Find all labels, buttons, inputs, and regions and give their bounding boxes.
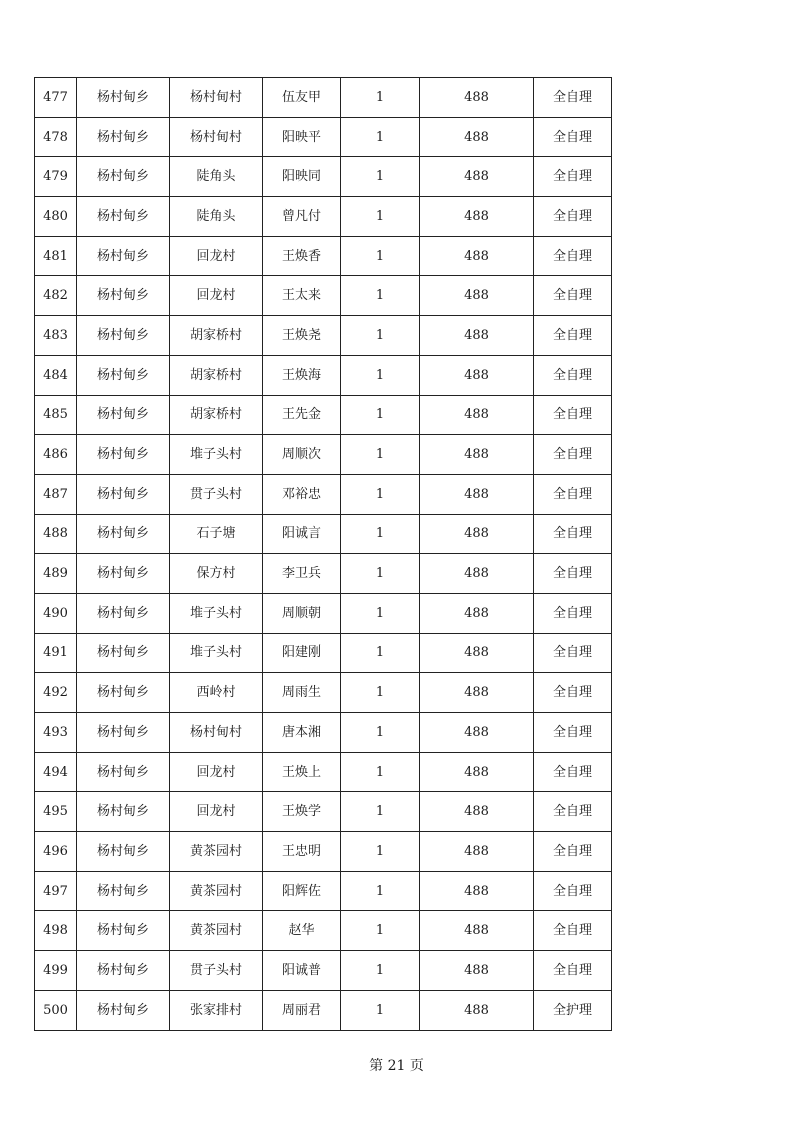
cell-care-type: 全自理: [534, 951, 612, 991]
cell-township: 杨村甸乡: [77, 236, 170, 276]
cell-person-name: 王焕尧: [263, 316, 341, 356]
table-row: [35, 236, 612, 276]
cell-person-name: 阳映同: [263, 157, 341, 197]
cell-care-type: 全自理: [534, 435, 612, 475]
table-row: [35, 157, 612, 197]
cell-care-type: 全自理: [534, 316, 612, 356]
table-row: [35, 673, 612, 713]
cell-township: 杨村甸乡: [77, 911, 170, 951]
cell-township: 杨村甸乡: [77, 593, 170, 633]
cell-township: 杨村甸乡: [77, 990, 170, 1030]
cell-person-name: 阳建刚: [263, 633, 341, 673]
cell-amount: 488: [420, 792, 534, 832]
cell-row-index: 481: [35, 236, 77, 276]
cell-care-type: 全护理: [534, 990, 612, 1030]
cell-care-type: 全自理: [534, 355, 612, 395]
cell-village: 杨村甸村: [170, 78, 263, 118]
cell-township: 杨村甸乡: [77, 752, 170, 792]
cell-person-name: 周顺次: [263, 435, 341, 475]
cell-care-type: 全自理: [534, 633, 612, 673]
cell-village: 石子塘: [170, 514, 263, 554]
cell-care-type: 全自理: [534, 78, 612, 118]
cell-person-name: 阳映平: [263, 117, 341, 157]
table-row: [35, 713, 612, 753]
cell-village: 胡家桥村: [170, 316, 263, 356]
cell-amount: 488: [420, 474, 534, 514]
cell-township: 杨村甸乡: [77, 117, 170, 157]
cell-person-name: 王焕海: [263, 355, 341, 395]
table-row: [35, 435, 612, 475]
cell-care-type: 全自理: [534, 276, 612, 316]
cell-amount: 488: [420, 633, 534, 673]
cell-township: 杨村甸乡: [77, 871, 170, 911]
cell-amount: 488: [420, 990, 534, 1030]
cell-row-index: 493: [35, 713, 77, 753]
page-number: 第 21 页: [369, 1058, 424, 1074]
cell-amount: 488: [420, 435, 534, 475]
cell-row-index: 484: [35, 355, 77, 395]
cell-count: 1: [341, 514, 420, 554]
cell-care-type: 全自理: [534, 713, 612, 753]
cell-care-type: 全自理: [534, 911, 612, 951]
cell-amount: 488: [420, 78, 534, 118]
cell-amount: 488: [420, 355, 534, 395]
cell-amount: 488: [420, 395, 534, 435]
cell-care-type: 全自理: [534, 474, 612, 514]
cell-township: 杨村甸乡: [77, 474, 170, 514]
cell-village: 堆子头村: [170, 593, 263, 633]
cell-amount: 488: [420, 117, 534, 157]
cell-count: 1: [341, 117, 420, 157]
table-row: [35, 792, 612, 832]
cell-village: 胡家桥村: [170, 395, 263, 435]
cell-township: 杨村甸乡: [77, 157, 170, 197]
cell-person-name: 赵华: [263, 911, 341, 951]
cell-count: 1: [341, 316, 420, 356]
cell-row-index: 478: [35, 117, 77, 157]
cell-person-name: 王焕香: [263, 236, 341, 276]
cell-township: 杨村甸乡: [77, 792, 170, 832]
cell-count: 1: [341, 395, 420, 435]
cell-village: 贯子头村: [170, 951, 263, 991]
cell-amount: 488: [420, 514, 534, 554]
table-row: [35, 276, 612, 316]
cell-row-index: 491: [35, 633, 77, 673]
cell-row-index: 479: [35, 157, 77, 197]
cell-amount: 488: [420, 316, 534, 356]
cell-row-index: 487: [35, 474, 77, 514]
table-row: [35, 951, 612, 991]
table-row: [35, 832, 612, 872]
cell-village: 回龙村: [170, 236, 263, 276]
cell-village: 贯子头村: [170, 474, 263, 514]
cell-care-type: 全自理: [534, 792, 612, 832]
cell-township: 杨村甸乡: [77, 633, 170, 673]
cell-village: 黄茶园村: [170, 871, 263, 911]
cell-count: 1: [341, 197, 420, 237]
cell-person-name: 阳辉佐: [263, 871, 341, 911]
cell-care-type: 全自理: [534, 554, 612, 594]
cell-row-index: 500: [35, 990, 77, 1030]
cell-count: 1: [341, 474, 420, 514]
cell-person-name: 王焕上: [263, 752, 341, 792]
cell-row-index: 483: [35, 316, 77, 356]
cell-care-type: 全自理: [534, 871, 612, 911]
table-row: [35, 554, 612, 594]
table-row: [35, 474, 612, 514]
cell-care-type: 全自理: [534, 197, 612, 237]
cell-care-type: 全自理: [534, 752, 612, 792]
cell-amount: 488: [420, 157, 534, 197]
cell-village: 堆子头村: [170, 435, 263, 475]
cell-township: 杨村甸乡: [77, 197, 170, 237]
cell-township: 杨村甸乡: [77, 316, 170, 356]
cell-amount: 488: [420, 673, 534, 713]
cell-count: 1: [341, 792, 420, 832]
cell-township: 杨村甸乡: [77, 713, 170, 753]
cell-village: 杨村甸村: [170, 117, 263, 157]
cell-row-index: 496: [35, 832, 77, 872]
cell-amount: 488: [420, 276, 534, 316]
cell-amount: 488: [420, 832, 534, 872]
cell-care-type: 全自理: [534, 514, 612, 554]
cell-count: 1: [341, 951, 420, 991]
cell-care-type: 全自理: [534, 832, 612, 872]
cell-count: 1: [341, 355, 420, 395]
table-body: [35, 78, 612, 1031]
cell-village: 堆子头村: [170, 633, 263, 673]
cell-count: 1: [341, 157, 420, 197]
table-row: [35, 355, 612, 395]
data-table: [34, 77, 612, 1031]
cell-township: 杨村甸乡: [77, 435, 170, 475]
cell-village: 陡角头: [170, 157, 263, 197]
cell-township: 杨村甸乡: [77, 951, 170, 991]
cell-village: 保方村: [170, 554, 263, 594]
cell-amount: 488: [420, 197, 534, 237]
cell-count: 1: [341, 990, 420, 1030]
cell-count: 1: [341, 832, 420, 872]
cell-township: 杨村甸乡: [77, 395, 170, 435]
table-row: [35, 78, 612, 118]
cell-amount: 488: [420, 713, 534, 753]
cell-care-type: 全自理: [534, 593, 612, 633]
cell-count: 1: [341, 633, 420, 673]
cell-row-index: 477: [35, 78, 77, 118]
cell-village: 杨村甸村: [170, 713, 263, 753]
cell-count: 1: [341, 236, 420, 276]
cell-person-name: 唐本湘: [263, 713, 341, 753]
cell-township: 杨村甸乡: [77, 554, 170, 594]
cell-amount: 488: [420, 554, 534, 594]
cell-person-name: 王忠明: [263, 832, 341, 872]
table-row: [35, 514, 612, 554]
cell-person-name: 阳诚言: [263, 514, 341, 554]
table-row: [35, 911, 612, 951]
cell-row-index: 486: [35, 435, 77, 475]
table-row: [35, 117, 612, 157]
cell-person-name: 伍友甲: [263, 78, 341, 118]
cell-count: 1: [341, 752, 420, 792]
cell-amount: 488: [420, 752, 534, 792]
cell-person-name: 王太来: [263, 276, 341, 316]
cell-count: 1: [341, 871, 420, 911]
cell-person-name: 周顺朝: [263, 593, 341, 633]
cell-amount: 488: [420, 911, 534, 951]
table-row: [35, 633, 612, 673]
cell-row-index: 485: [35, 395, 77, 435]
cell-township: 杨村甸乡: [77, 673, 170, 713]
cell-village: 陡角头: [170, 197, 263, 237]
cell-count: 1: [341, 713, 420, 753]
cell-person-name: 周丽君: [263, 990, 341, 1030]
cell-person-name: 周雨生: [263, 673, 341, 713]
table-row: [35, 395, 612, 435]
cell-township: 杨村甸乡: [77, 514, 170, 554]
cell-row-index: 498: [35, 911, 77, 951]
cell-village: 回龙村: [170, 792, 263, 832]
cell-person-name: 阳诚普: [263, 951, 341, 991]
cell-township: 杨村甸乡: [77, 78, 170, 118]
cell-village: 胡家桥村: [170, 355, 263, 395]
table-row: [35, 871, 612, 911]
cell-row-index: 488: [35, 514, 77, 554]
cell-township: 杨村甸乡: [77, 276, 170, 316]
cell-care-type: 全自理: [534, 157, 612, 197]
cell-person-name: 曾凡付: [263, 197, 341, 237]
cell-village: 回龙村: [170, 752, 263, 792]
cell-village: 黄茶园村: [170, 832, 263, 872]
cell-care-type: 全自理: [534, 117, 612, 157]
cell-row-index: 490: [35, 593, 77, 633]
cell-amount: 488: [420, 951, 534, 991]
cell-row-index: 495: [35, 792, 77, 832]
cell-village: 张家排村: [170, 990, 263, 1030]
table-row: [35, 197, 612, 237]
table-row: [35, 752, 612, 792]
cell-count: 1: [341, 593, 420, 633]
cell-row-index: 497: [35, 871, 77, 911]
cell-township: 杨村甸乡: [77, 355, 170, 395]
cell-amount: 488: [420, 236, 534, 276]
cell-amount: 488: [420, 593, 534, 633]
table-row: [35, 316, 612, 356]
cell-amount: 488: [420, 871, 534, 911]
cell-count: 1: [341, 435, 420, 475]
table-row: [35, 990, 612, 1030]
cell-village: 西岭村: [170, 673, 263, 713]
cell-row-index: 492: [35, 673, 77, 713]
cell-care-type: 全自理: [534, 673, 612, 713]
cell-person-name: 邓裕忠: [263, 474, 341, 514]
cell-count: 1: [341, 673, 420, 713]
cell-row-index: 480: [35, 197, 77, 237]
cell-count: 1: [341, 554, 420, 594]
table-row: [35, 593, 612, 633]
cell-village: 黄茶园村: [170, 911, 263, 951]
cell-person-name: 王先金: [263, 395, 341, 435]
cell-village: 回龙村: [170, 276, 263, 316]
cell-count: 1: [341, 911, 420, 951]
cell-care-type: 全自理: [534, 236, 612, 276]
cell-count: 1: [341, 78, 420, 118]
cell-count: 1: [341, 276, 420, 316]
cell-row-index: 489: [35, 554, 77, 594]
cell-row-index: 482: [35, 276, 77, 316]
cell-person-name: 李卫兵: [263, 554, 341, 594]
cell-person-name: 王焕学: [263, 792, 341, 832]
cell-care-type: 全自理: [534, 395, 612, 435]
cell-township: 杨村甸乡: [77, 832, 170, 872]
cell-row-index: 499: [35, 951, 77, 991]
cell-row-index: 494: [35, 752, 77, 792]
